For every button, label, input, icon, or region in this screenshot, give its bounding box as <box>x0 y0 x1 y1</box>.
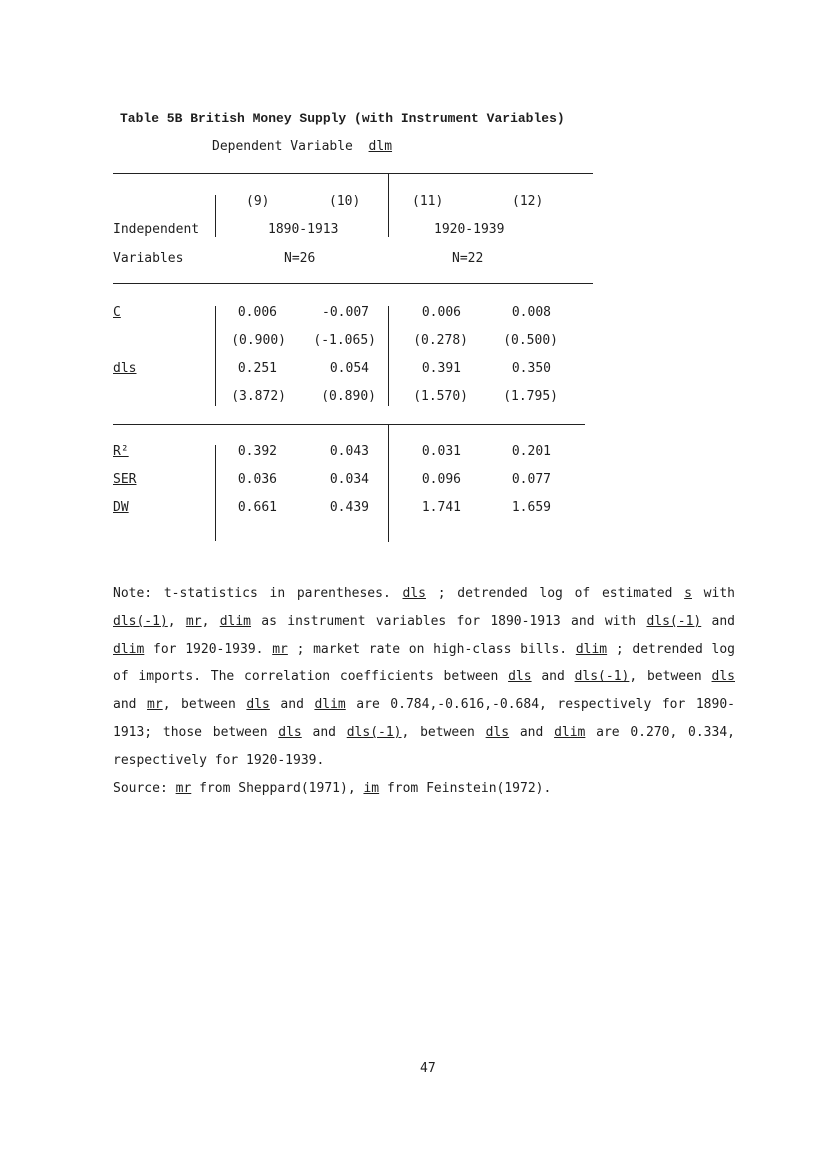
row-label-r2: R² <box>113 444 129 459</box>
table-cell: (1.795) <box>503 389 558 404</box>
table-cell: 0.077 <box>511 472 551 487</box>
row-header-label: Independent <box>113 222 200 237</box>
table-cell: -0.007 <box>322 305 369 320</box>
table-cell: 1.659 <box>511 500 551 515</box>
row-label-dls: dls <box>113 361 137 376</box>
table-cell: (1.570) <box>413 389 468 404</box>
period-1920-1939: 1920-1939 <box>434 222 505 237</box>
column-header-11: (11) <box>412 194 444 209</box>
table-cell: 0.392 <box>237 444 277 459</box>
dependent-variable: dlm <box>368 139 393 154</box>
table-subtitle <box>212 139 392 154</box>
table-title: Table 5B British Money Supply (with Instrument Variables) <box>120 111 565 126</box>
table-cell: 0.054 <box>329 361 369 376</box>
coef-bottom-rule <box>113 424 585 425</box>
table-cell: (-1.065) <box>313 333 376 348</box>
table-cell: (0.278) <box>413 333 468 348</box>
table-cell: (3.872) <box>231 389 286 404</box>
header-bottom-rule <box>113 283 593 284</box>
row-label-c: C <box>113 305 121 320</box>
column-header-10: (10) <box>329 194 361 209</box>
table-cell: 0.006 <box>421 305 461 320</box>
table-cell: 0.661 <box>237 500 277 515</box>
table-cell: (0.500) <box>503 333 558 348</box>
table-cell: 0.439 <box>329 500 369 515</box>
table-cell: 0.031 <box>421 444 461 459</box>
sample-size-2: N=22 <box>452 251 484 266</box>
column-header-12: (12) <box>512 194 544 209</box>
sample-size-1: N=26 <box>284 251 316 266</box>
table-cell: (0.890) <box>321 389 376 404</box>
table-cell: 0.043 <box>329 444 369 459</box>
page-number: 47 <box>420 1061 436 1076</box>
column-divider-right <box>388 173 389 237</box>
column-divider-left <box>215 195 216 237</box>
table-top-rule <box>113 173 593 174</box>
row-label-dw: DW <box>113 500 129 515</box>
period-1890-1913: 1890-1913 <box>268 222 339 237</box>
row-header-label: Variables <box>113 251 184 266</box>
table-cell: 0.008 <box>511 305 551 320</box>
column-divider-right <box>388 424 389 542</box>
table-cell: (0.900) <box>231 333 286 348</box>
table-cell: 0.036 <box>237 472 277 487</box>
table-cell: 0.251 <box>237 361 277 376</box>
table-notes <box>113 580 735 802</box>
table-cell: 0.391 <box>421 361 461 376</box>
table-cell: 1.741 <box>421 500 461 515</box>
row-label-ser: SER <box>113 472 137 487</box>
column-divider-right <box>388 306 389 406</box>
column-divider-left <box>215 445 216 541</box>
subtitle-prefix: Dependent Variable <box>212 139 353 154</box>
table-cell: 0.096 <box>421 472 461 487</box>
table-cell: 0.350 <box>511 361 551 376</box>
column-divider-left <box>215 306 216 406</box>
table-cell: 0.201 <box>511 444 551 459</box>
source-line: Source: mr from Sheppard(1971), im from Feinstein(1972). <box>113 780 552 796</box>
note-paragraph: Note: t-statistics in parentheses. dls ; detrended log of estimated s with dls(-1), mr, dlim as instrument variables for 1890-1913 and with dls(-1) and dlim for 1920-1939. mr ; market rate on high-class bills. dlim ; detrended log of imports. The correlation coefficients between dls and dls(-1), between dls and mr, between dls and dlim are 0.784,-0.616,-0.684, respectively for 1890-1913; those between dls and dls(-1), between dls and dlim are 0.270, 0.334, respectively for 1920-1939. <box>113 586 736 768</box>
table-cell: 0.006 <box>237 305 277 320</box>
column-header-9: (9) <box>246 194 270 209</box>
table-cell: 0.034 <box>329 472 369 487</box>
